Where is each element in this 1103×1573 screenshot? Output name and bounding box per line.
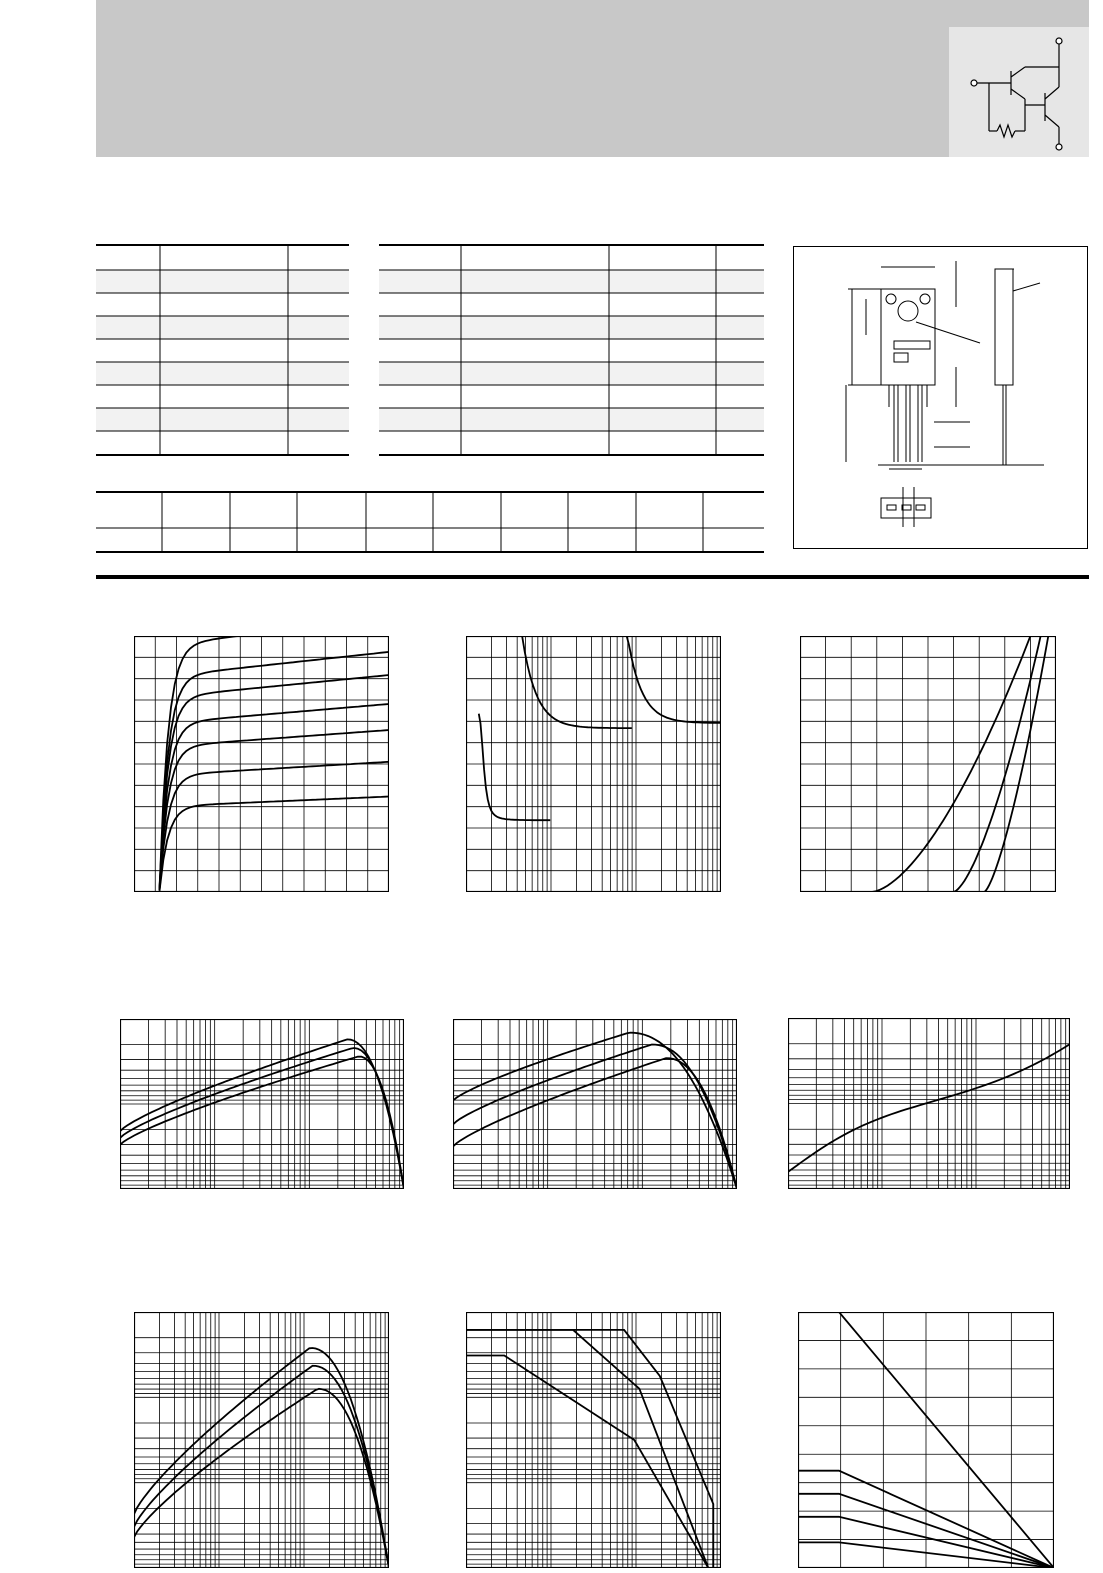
darlington-transistor-icon — [949, 27, 1089, 157]
absolute-maximum-ratings-table — [96, 244, 349, 456]
chart-3 — [800, 636, 1056, 892]
section-divider — [96, 575, 1089, 579]
chart-7 — [134, 1312, 389, 1568]
electrical-characteristics-table — [379, 244, 764, 456]
chart-8 — [466, 1312, 721, 1568]
hfe-rank-table — [96, 491, 764, 553]
chart-9 — [798, 1312, 1054, 1568]
to220f-package-icon — [794, 247, 1089, 550]
package-outline-drawing — [793, 246, 1088, 549]
chart-5 — [453, 1019, 737, 1189]
chart-4 — [120, 1019, 404, 1189]
header-banner — [96, 0, 1089, 157]
chart-1 — [134, 636, 389, 892]
chart-2 — [466, 636, 721, 892]
chart-6 — [788, 1018, 1070, 1189]
